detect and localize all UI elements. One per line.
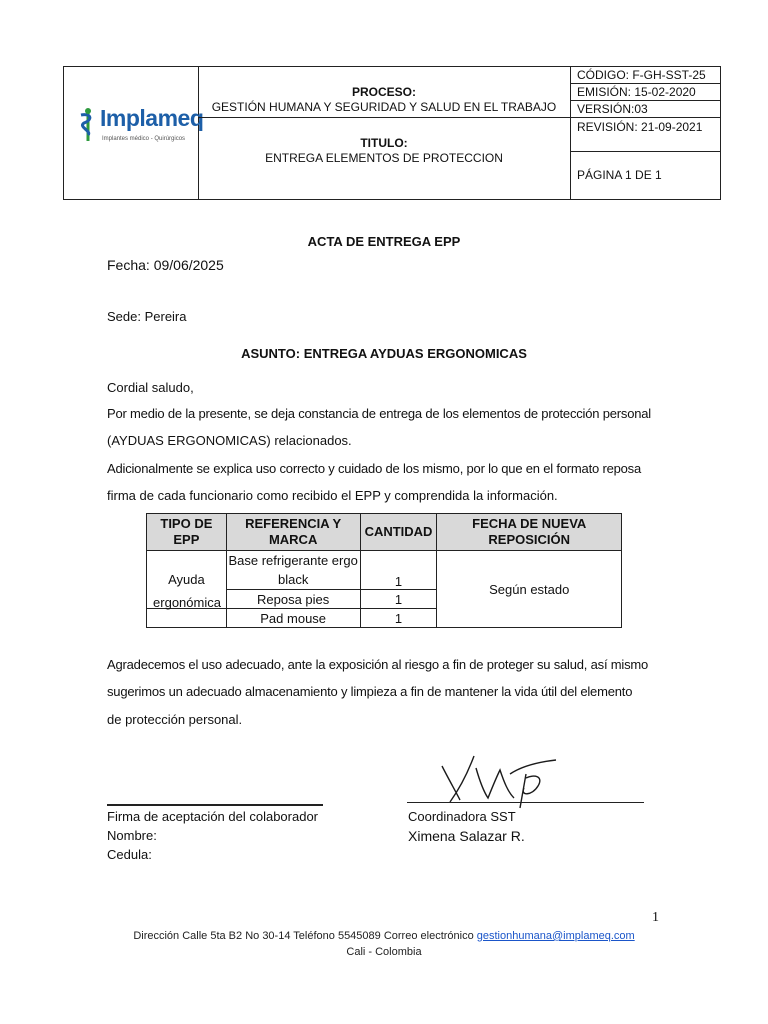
closing-line: de protección personal. <box>107 712 243 727</box>
table-header-row <box>147 514 622 551</box>
signature-line-coordinator <box>407 802 644 803</box>
coordinator-role: Coordinadora SST <box>408 809 516 824</box>
paragraph-line: firma de cada funcionario como recibido el EPP y comprendida la información. <box>107 488 558 503</box>
titulo-label: TITULO: <box>360 136 408 150</box>
revision: REVISIÓN: 21-09-2021 <box>571 118 721 152</box>
document-title: ACTA DE ENTREGA EPP <box>307 234 461 249</box>
sede: Sede: Pereira <box>107 309 187 324</box>
pagina: PÁGINA 1 DE 1 <box>577 168 662 182</box>
epp-table <box>146 513 622 628</box>
ref-cell: Pad mouse <box>226 609 360 628</box>
caduceus-icon <box>76 107 102 143</box>
cantidad-cell: 1 <box>360 590 437 609</box>
proceso-value: GESTIÓN HUMANA Y SEGURIDAD Y SALUD EN EL TRABAJO <box>211 100 557 114</box>
codigo: CÓDIGO: F-GH-SST-25 <box>571 67 721 84</box>
page-number: 1 <box>652 910 659 925</box>
tipo-cell-bottom <box>147 609 227 628</box>
reposicion-cell: Según estado <box>437 551 622 628</box>
cedula-label: Cedula: <box>107 847 152 862</box>
signature-label: Firma de aceptación del colaborador <box>107 809 319 824</box>
tipo-line-1: Ayuda <box>168 572 205 587</box>
cantidad-cell: 1 <box>360 609 437 628</box>
version: VERSIÓN:03 <box>571 101 721 118</box>
nombre-label: Nombre: <box>107 828 157 843</box>
ref-cell: Base refrigerante ergo black <box>226 551 360 590</box>
paragraph-saludo: Cordial saludo, <box>107 380 194 395</box>
cantidad-cell: 1 <box>360 551 437 590</box>
tipo-line-2: ergonómica <box>153 595 221 610</box>
ref-cell: Reposa pies <box>226 590 360 609</box>
footer-address-text: Dirección Calle 5ta B2 No 30-14 Teléfono 5545089 Correo electrónico <box>133 930 477 942</box>
closing-line: sugerimos un adecuado almacenamiento y limpieza a fin de mantener la vida útil del elemento <box>107 684 633 699</box>
table-row <box>147 551 622 590</box>
asunto: ASUNTO: ENTREGA AYDUAS ERGONOMICAS <box>241 346 527 361</box>
footer-city: Cali - Colombia <box>346 946 422 958</box>
closing-line: Agradecemos el uso adecuado, ante la exposición al riesgo a fin de proteger su salud, así mismo <box>107 657 649 672</box>
titulo-value: ENTREGA ELEMENTOS DE PROTECCION <box>265 151 503 165</box>
paragraph-line: (AYDUAS ERGONOMICAS) relacionados. <box>107 433 352 448</box>
col-header-reposicion: FECHA DE NUEVA REPOSICIÓN <box>437 514 622 551</box>
col-header-referencia: REFERENCIA Y MARCA <box>226 514 360 551</box>
paragraph-line: Adicionalmente se explica uso correcto y cuidado de los mismo, por lo que en el formato reposa <box>107 461 641 476</box>
emision: EMISIÓN: 15-02-2020 <box>571 84 721 101</box>
logo-cell <box>64 67 204 199</box>
footer-address <box>0 930 768 942</box>
col-header-cantidad: CANTIDAD <box>360 514 437 551</box>
fecha: Fecha: 09/06/2025 <box>107 257 224 273</box>
col-header-tipo: TIPO DE EPP <box>147 514 227 551</box>
handwritten-signature <box>430 748 570 818</box>
footer-email-link[interactable]: gestionhumana@implameq.com <box>476 930 635 942</box>
proceso-label: PROCESO: <box>351 85 416 99</box>
logo-name: Implameq <box>100 105 204 131</box>
paragraph-line: Por medio de la presente, se deja constancia de entrega de los elementos de protección personal <box>107 406 651 421</box>
document-header <box>63 66 721 200</box>
coordinator-name: Ximena Salazar R. <box>408 828 525 844</box>
company-logo <box>74 103 204 163</box>
signature-line-collaborator <box>107 804 323 806</box>
doc-control-cell <box>571 67 721 199</box>
process-cell <box>198 67 571 199</box>
logo-tagline: Implantes médico - Quirúrgicos <box>102 136 186 142</box>
